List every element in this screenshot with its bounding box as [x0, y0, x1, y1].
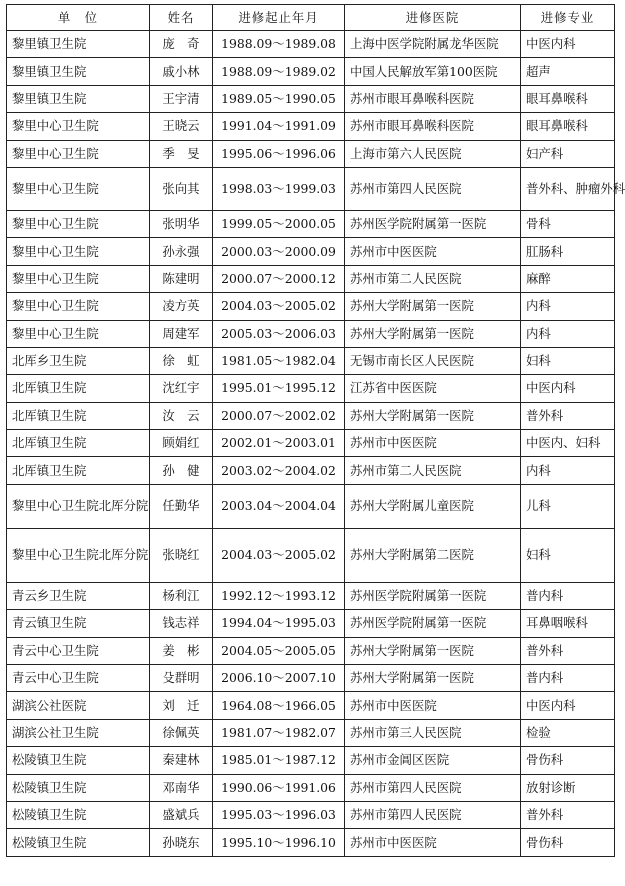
hospital-cell: 中国人民解放军第100医院 [345, 58, 521, 85]
name-cell: 徐佩英 [150, 719, 213, 746]
training-roster-table [6, 4, 625, 857]
name-cell: 沈红宇 [150, 375, 213, 402]
hospital-cell: 苏州大学附属第一医院 [345, 320, 521, 347]
hospital-cell: 苏州市眼耳鼻喉科医院 [345, 85, 521, 112]
unit-cell: 黎里中心卫生院北厍分院 [7, 528, 150, 582]
major-cell: 儿科 [521, 484, 615, 528]
table-row [7, 347, 615, 374]
name-cell: 孙永强 [150, 238, 213, 265]
name-cell: 陈建明 [150, 265, 213, 292]
unit-cell: 黎里镇卫生院 [7, 58, 150, 85]
unit-cell: 湖滨公社卫生院 [7, 719, 150, 746]
period-cell: 1989.05～1990.05 [213, 85, 345, 112]
hospital-cell: 江苏省中医医院 [345, 375, 521, 402]
hospital-cell: 苏州市第二人民医院 [345, 265, 521, 292]
name-cell: 徐 虹 [150, 347, 213, 374]
period-cell: 1988.09～1989.02 [213, 58, 345, 85]
major-cell: 内科 [521, 293, 615, 320]
hospital-cell: 苏州市中医医院 [345, 238, 521, 265]
table-row [7, 167, 615, 210]
major-cell: 肛肠科 [521, 238, 615, 265]
hospital-cell: 苏州市中医医院 [345, 430, 521, 457]
hospital-cell: 苏州市第四人民医院 [345, 774, 521, 801]
table-row [7, 692, 615, 719]
name-cell: 刘 迁 [150, 692, 213, 719]
unit-cell: 北厍镇卫生院 [7, 375, 150, 402]
table-row [7, 801, 615, 828]
major-cell: 普外科 [521, 801, 615, 828]
period-cell: 2005.03～2006.03 [213, 320, 345, 347]
period-cell: 1988.09～1989.08 [213, 31, 345, 58]
unit-cell: 黎里中心卫生院 [7, 140, 150, 167]
period-cell: 1994.04～1995.03 [213, 610, 345, 637]
name-cell: 钱志祥 [150, 610, 213, 637]
table-row [7, 484, 615, 528]
period-cell: 2002.01～2003.01 [213, 430, 345, 457]
name-cell: 孙 健 [150, 457, 213, 484]
unit-cell: 黎里中心卫生院 [7, 238, 150, 265]
name-cell: 任勤华 [150, 484, 213, 528]
table-row [7, 293, 615, 320]
major-cell: 中医内、妇科 [521, 430, 615, 457]
hospital-cell: 苏州市中医医院 [345, 829, 521, 856]
hospital-cell: 无锡市南长区人民医院 [345, 347, 521, 374]
hospital-cell: 上海中医学院附属龙华医院 [345, 31, 521, 58]
hospital-cell: 上海市第六人民医院 [345, 140, 521, 167]
table-header [7, 5, 615, 31]
unit-cell: 北厍镇卫生院 [7, 430, 150, 457]
unit-cell: 北厍镇卫生院 [7, 457, 150, 484]
name-cell: 杨利江 [150, 582, 213, 609]
table-row [7, 719, 615, 746]
unit-cell: 青云中心卫生院 [7, 665, 150, 692]
table-row [7, 774, 615, 801]
name-cell: 张明华 [150, 210, 213, 237]
hospital-cell: 苏州大学附属第一医院 [345, 402, 521, 429]
unit-cell: 北厍镇卫生院 [7, 402, 150, 429]
period-cell: 1992.12～1993.12 [213, 582, 345, 609]
table-row [7, 402, 615, 429]
table-row [7, 140, 615, 167]
unit-cell: 湖滨公社医院 [7, 692, 150, 719]
hospital-cell: 苏州市第四人民医院 [345, 801, 521, 828]
period-cell: 1998.03～1999.03 [213, 167, 345, 210]
header-name: 姓名 [150, 5, 213, 31]
name-cell: 王宇清 [150, 85, 213, 112]
header-hospital: 进修医院 [345, 5, 521, 31]
table-row [7, 85, 615, 112]
unit-cell: 黎里中心卫生院 [7, 320, 150, 347]
unit-cell: 黎里中心卫生院 [7, 293, 150, 320]
hospital-cell: 苏州大学附属第一医院 [345, 293, 521, 320]
hospital-cell: 苏州市第四人民医院 [345, 167, 521, 210]
period-cell: 2004.03～2005.02 [213, 528, 345, 582]
major-cell: 眼耳鼻喉科 [521, 85, 615, 112]
major-cell: 中医内科 [521, 31, 615, 58]
table-row [7, 320, 615, 347]
table-row [7, 582, 615, 609]
period-cell: 2000.03～2000.09 [213, 238, 345, 265]
table-row [7, 113, 615, 140]
major-cell: 麻醉 [521, 265, 615, 292]
period-cell: 1981.07～1982.07 [213, 719, 345, 746]
name-cell: 季 旻 [150, 140, 213, 167]
unit-cell: 黎里镇卫生院 [7, 31, 150, 58]
table-row [7, 210, 615, 237]
hospital-cell: 苏州医学院附属第一医院 [345, 210, 521, 237]
major-cell: 内科 [521, 320, 615, 347]
period-cell: 1991.04～1991.09 [213, 113, 345, 140]
table-row [7, 31, 615, 58]
period-cell: 2004.03～2005.02 [213, 293, 345, 320]
major-cell: 眼耳鼻喉科 [521, 113, 615, 140]
period-cell: 1995.01～1995.12 [213, 375, 345, 402]
major-cell: 中医内科 [521, 692, 615, 719]
period-cell: 2000.07～2002.02 [213, 402, 345, 429]
unit-cell: 松陵镇卫生院 [7, 774, 150, 801]
hospital-cell: 苏州大学附属第一医院 [345, 637, 521, 664]
hospital-cell: 苏州市第二人民医院 [345, 457, 521, 484]
hospital-cell: 苏州大学附属第一医院 [345, 665, 521, 692]
major-cell: 骨科 [521, 210, 615, 237]
header-unit: 单 位 [7, 5, 150, 31]
unit-cell: 黎里中心卫生院 [7, 210, 150, 237]
period-cell: 1981.05～1982.04 [213, 347, 345, 374]
unit-cell: 黎里中心卫生院北厍分院 [7, 484, 150, 528]
unit-cell: 松陵镇卫生院 [7, 801, 150, 828]
period-cell: 1995.06～1996.06 [213, 140, 345, 167]
major-cell: 普外科 [521, 402, 615, 429]
major-cell: 检验 [521, 719, 615, 746]
hospital-cell: 苏州市金阊区医院 [345, 747, 521, 774]
unit-cell: 黎里中心卫生院 [7, 113, 150, 140]
name-cell: 庞 奇 [150, 31, 213, 58]
table-row [7, 58, 615, 85]
hospital-cell: 苏州大学附属第二医院 [345, 528, 521, 582]
period-cell: 2000.07～2000.12 [213, 265, 345, 292]
table-row [7, 610, 615, 637]
name-cell: 殳群明 [150, 665, 213, 692]
major-cell: 妇科 [521, 347, 615, 374]
name-cell: 秦建林 [150, 747, 213, 774]
table-row [7, 457, 615, 484]
unit-cell: 青云乡卫生院 [7, 582, 150, 609]
unit-cell: 黎里中心卫生院 [7, 265, 150, 292]
unit-cell: 黎里镇卫生院 [7, 85, 150, 112]
name-cell: 汝 云 [150, 402, 213, 429]
major-cell: 普内科 [521, 582, 615, 609]
name-cell: 姜 彬 [150, 637, 213, 664]
period-cell: 2003.04～2004.04 [213, 484, 345, 528]
major-cell: 普外科 [521, 637, 615, 664]
major-cell: 普内科 [521, 665, 615, 692]
unit-cell: 黎里中心卫生院 [7, 167, 150, 210]
table-row [7, 829, 615, 856]
hospital-cell: 苏州大学附属儿童医院 [345, 484, 521, 528]
table-row [7, 665, 615, 692]
major-cell: 骨伤科 [521, 829, 615, 856]
name-cell: 顾娟红 [150, 430, 213, 457]
hospital-cell: 苏州医学院附属第一医院 [345, 610, 521, 637]
table-row [7, 238, 615, 265]
period-cell: 1999.05～2000.05 [213, 210, 345, 237]
name-cell: 张向其 [150, 167, 213, 210]
table-row [7, 375, 615, 402]
name-cell: 盛斌兵 [150, 801, 213, 828]
period-cell: 1995.10～1996.10 [213, 829, 345, 856]
table-row [7, 265, 615, 292]
table-row [7, 747, 615, 774]
period-cell: 2004.05～2005.05 [213, 637, 345, 664]
major-cell: 中医内科 [521, 375, 615, 402]
unit-cell: 松陵镇卫生院 [7, 829, 150, 856]
name-cell: 周建军 [150, 320, 213, 347]
name-cell: 凌方英 [150, 293, 213, 320]
period-cell: 1985.01～1987.12 [213, 747, 345, 774]
hospital-cell: 苏州市眼耳鼻喉科医院 [345, 113, 521, 140]
table-body [7, 31, 625, 857]
major-cell: 内科 [521, 457, 615, 484]
major-cell: 妇科 [521, 528, 615, 582]
period-cell: 1964.08～1966.05 [213, 692, 345, 719]
major-cell: 超声 [521, 58, 615, 85]
unit-cell: 青云中心卫生院 [7, 637, 150, 664]
hospital-cell: 苏州市第三人民医院 [345, 719, 521, 746]
name-cell: 张晓红 [150, 528, 213, 582]
period-cell: 1990.06～1991.06 [213, 774, 345, 801]
name-cell: 戚小林 [150, 58, 213, 85]
hospital-cell: 苏州市中医医院 [345, 692, 521, 719]
major-cell: 放射诊断 [521, 774, 615, 801]
header-period: 进修起止年月 [213, 5, 345, 31]
name-cell: 孙晓东 [150, 829, 213, 856]
unit-cell: 北厍乡卫生院 [7, 347, 150, 374]
name-cell: 王晓云 [150, 113, 213, 140]
header-row [7, 5, 615, 31]
table-row [7, 637, 615, 664]
unit-cell: 松陵镇卫生院 [7, 747, 150, 774]
table-row [7, 528, 615, 582]
major-cell: 骨伤科 [521, 747, 615, 774]
period-cell: 1995.03～1996.03 [213, 801, 345, 828]
period-cell: 2003.02～2004.02 [213, 457, 345, 484]
major-cell: 普外科、肿瘤外科 [521, 167, 615, 210]
table-row [7, 430, 615, 457]
unit-cell: 青云镇卫生院 [7, 610, 150, 637]
major-cell: 耳鼻咽喉科 [521, 610, 615, 637]
hospital-cell: 苏州医学院附属第一医院 [345, 582, 521, 609]
header-major: 进修专业 [521, 5, 615, 31]
major-cell: 妇产科 [521, 140, 615, 167]
name-cell: 邓南华 [150, 774, 213, 801]
period-cell: 2006.10～2007.10 [213, 665, 345, 692]
